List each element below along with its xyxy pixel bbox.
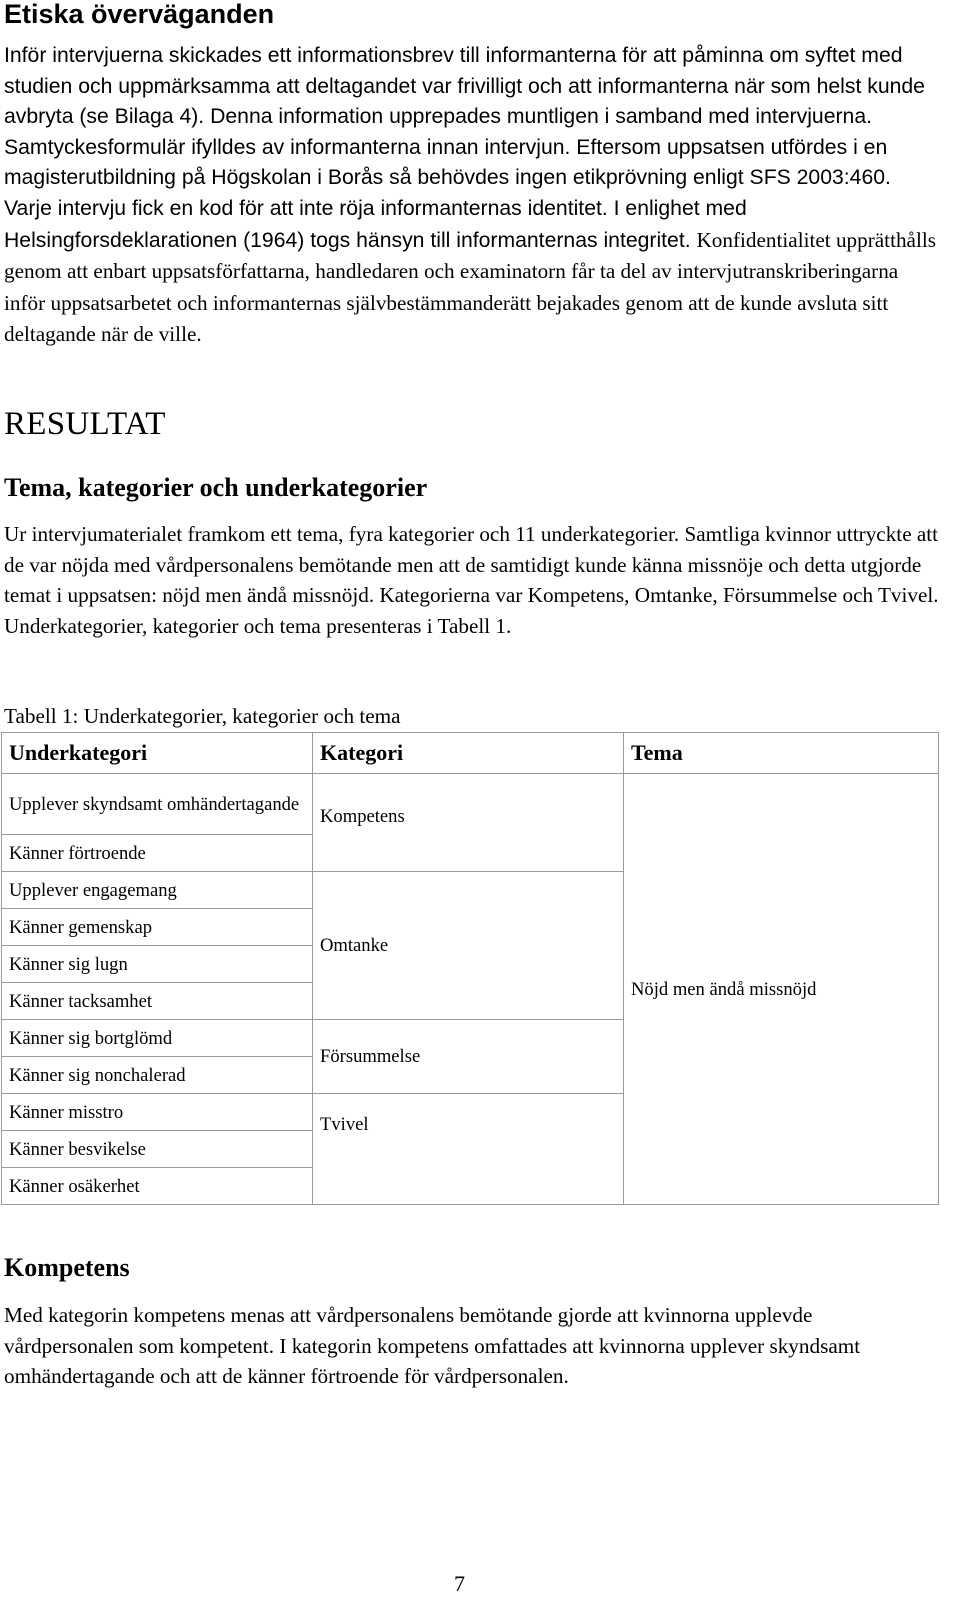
table-caption: Tabell 1: Underkategorier, kategorier och tema xyxy=(4,704,401,728)
category-cell: Tvivel xyxy=(313,1094,624,1205)
header-underkategori: Underkategori xyxy=(2,733,313,774)
results-subheading: Tema, kategorier och underkategorier xyxy=(4,473,428,502)
subcategory-cell: Känner gemenskap xyxy=(2,909,313,946)
kompetens-paragraph: Med kategorin kompetens menas att vårdpersonalens bemötande gjorde att kvinnorna upplevde vårdpersonalen som kompetent. I kategorin kompetens omfattades att kvinnorna upplever skyndsamt omhändertagande och att de känner förtroende för vårdpersonalen. xyxy=(4,1303,861,1389)
subcategory-cell: Känner förtroende xyxy=(2,835,313,872)
results-paragraph: Ur intervjumaterialet framkom ett tema, fyra kategorier och 11 underkategorier. Samtliga kvinnor uttryckte att de var nöjda med vårdpersonalens bemötande men att de samtidigt kunde känna missnöje och detta utgjorde temat i uppsatsen: nöjd men ändå missnöjd. Kategorierna var Kompetens, Omtanke, Försummelse och Tvivel. Underkategorier, kategorier och tema presenteras i Tabell 1. xyxy=(4,522,939,638)
subcategory-cell: Känner tacksamhet xyxy=(2,983,313,1020)
page-number: 7 xyxy=(454,1571,465,1596)
theme-cell: Nöjd men ändå missnöjd xyxy=(624,774,939,1205)
header-kategori: Kategori xyxy=(313,733,624,774)
results-heading: RESULTAT xyxy=(4,406,166,442)
header-tema: Tema xyxy=(624,733,939,774)
ethics-paragraph xyxy=(4,41,944,351)
table-header-row xyxy=(2,733,939,774)
categories-table xyxy=(1,732,939,1205)
ethics-paragraph-part-1: Inför intervjuerna skickades ett informationsbrev till informanterna för att påminna om syftet med studien och uppmärksamma att deltagandet var frivilligt och att informanterna när som helst kunde avbryta (se Bilaga 4). Denna information upprepades muntligen i samband med intervjuerna. Samtyckesformulär ifylldes av informanterna innan intervjun. Eftersom uppsatsen utfördes i en magisterutbildning på Högskolan i Borås så behövdes ingen etikprövning enligt SFS 2003:460. Varje intervju fick en kod för att inte röja informanternas identitet. I enlighet med Helsingforsdeklarationen (1964) togs hänsyn till informanternas integritet. xyxy=(4,44,925,252)
subcategory-cell: Känner besvikelse xyxy=(2,1131,313,1168)
subcategory-cell: Känner sig bortglömd xyxy=(2,1020,313,1057)
subcategory-cell: Upplever engagemang xyxy=(2,872,313,909)
subcategory-cell: Känner misstro xyxy=(2,1094,313,1131)
subcategory-cell: Känner sig nonchalerad xyxy=(2,1057,313,1094)
category-cell: Försummelse xyxy=(313,1020,624,1094)
table-row xyxy=(2,774,939,835)
category-cell: Omtanke xyxy=(313,872,624,1020)
kompetens-heading: Kompetens xyxy=(4,1253,130,1282)
category-cell: Kompetens xyxy=(313,774,624,872)
ethics-heading: Etiska överväganden xyxy=(4,0,275,29)
subcategory-cell: Upplever skyndsamt omhändertagande xyxy=(2,774,313,835)
subcategory-cell: Känner osäkerhet xyxy=(2,1168,313,1205)
ethics-paragraph-part-2: Konfidentialitet upprätthålls genom att enbart uppsatsförfattarna, handledaren och examinatorn får ta del av intervjutranskriberingarna inför uppsatsarbetet och informanternas självbestämmanderätt bejakades genom att de kunde avsluta sitt deltagande när de ville. xyxy=(4,227,936,347)
subcategory-cell: Känner sig lugn xyxy=(2,946,313,983)
